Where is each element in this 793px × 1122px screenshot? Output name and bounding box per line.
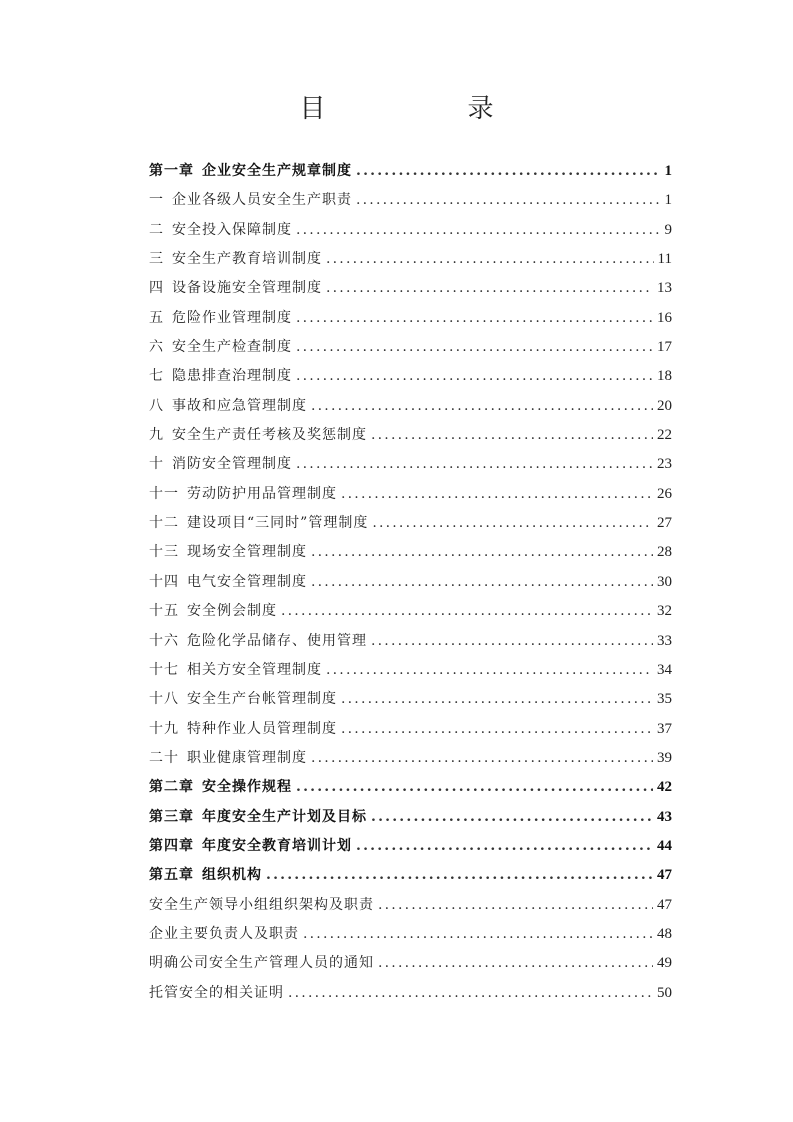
toc-entry-text: 企业主要负责人及职责 xyxy=(149,925,299,942)
toc-entry-page: 22 xyxy=(657,427,672,444)
toc-entry-label xyxy=(149,835,352,855)
toc-entry-number: 三 xyxy=(149,251,164,268)
toc-entry[interactable] xyxy=(149,307,672,336)
toc-entry-text: 年度安全生产计划及目标 xyxy=(202,808,367,825)
toc-entry-page: 26 xyxy=(657,485,672,502)
dot-leader xyxy=(311,574,653,590)
toc-entry[interactable] xyxy=(149,630,672,659)
toc-entry-number: 二十 xyxy=(149,749,179,766)
dot-leader xyxy=(326,280,653,296)
toc-entry-text: 托管安全的相关证明 xyxy=(149,984,284,1001)
dot-leader xyxy=(341,486,653,502)
dot-leader xyxy=(372,515,653,531)
toc-entry[interactable] xyxy=(149,336,672,365)
toc-entry-page: 47 xyxy=(657,867,672,884)
toc-entry-label xyxy=(149,453,292,473)
toc-entry-number: 十 xyxy=(149,456,164,473)
dot-leader xyxy=(341,691,653,707)
toc-entry-label xyxy=(149,189,352,209)
toc-entry-page: 48 xyxy=(657,925,672,942)
dot-leader xyxy=(296,339,653,355)
toc-entry[interactable] xyxy=(149,365,672,394)
toc-entry-label xyxy=(149,424,367,444)
toc-entry-number: 十八 xyxy=(149,691,179,708)
toc-entry-page: 43 xyxy=(657,808,672,825)
toc-entry-text: 企业安全生产规章制度 xyxy=(202,163,352,179)
toc-entry-label xyxy=(149,541,307,561)
toc-entry-text: 安全例会制度 xyxy=(187,603,277,620)
toc-entry-label xyxy=(149,365,292,385)
toc-entry-number: 十五 xyxy=(149,603,179,620)
toc-entry-number: 十二 xyxy=(149,515,179,532)
toc-entry-page: 23 xyxy=(657,456,672,473)
toc-entry-label xyxy=(149,747,307,767)
toc-entry-page: 13 xyxy=(657,280,672,297)
toc-entry-number: 第三章 xyxy=(149,808,194,825)
page-title: 目 录 xyxy=(299,94,552,124)
toc-entry[interactable] xyxy=(149,923,672,952)
toc-entry-text: 明确公司安全生产管理人员的通知 xyxy=(149,955,374,972)
toc-entry-label xyxy=(149,307,292,327)
toc-entry-text: 危险作业管理制度 xyxy=(172,309,292,326)
toc-entry-label xyxy=(149,219,292,239)
toc-entry-text: 劳动防护用品管理制度 xyxy=(187,485,337,502)
toc-entry-label xyxy=(149,982,284,1002)
toc-entry-page: 44 xyxy=(657,837,672,854)
toc-entry[interactable] xyxy=(149,219,672,248)
dot-leader xyxy=(356,163,661,179)
toc-entry-label xyxy=(149,923,299,943)
toc-entry[interactable] xyxy=(149,718,672,747)
toc-entry-number: 第一章 xyxy=(149,163,194,179)
dot-leader xyxy=(303,926,653,942)
toc-entry-text: 安全生产教育培训制度 xyxy=(172,251,322,268)
toc-entry[interactable] xyxy=(149,864,672,893)
toc-entry-page: 9 xyxy=(664,221,672,238)
toc-entry-number: 一 xyxy=(149,192,164,209)
toc-entry-label xyxy=(149,248,322,268)
dot-leader xyxy=(281,603,653,619)
toc-entry-number: 十七 xyxy=(149,661,179,678)
toc-entry-page: 30 xyxy=(657,573,672,590)
toc-entry[interactable] xyxy=(149,747,672,776)
dot-leader xyxy=(326,662,653,678)
toc-entry-page: 33 xyxy=(657,632,672,649)
toc-entry-number: 第二章 xyxy=(149,779,194,796)
toc-entry-number: 第五章 xyxy=(149,867,194,884)
toc-entry[interactable] xyxy=(149,424,672,453)
toc-entry-page: 17 xyxy=(657,339,672,356)
toc-entry-page: 35 xyxy=(657,691,672,708)
toc-entry-text: 特种作业人员管理制度 xyxy=(187,720,337,737)
toc-entry-page: 11 xyxy=(657,251,672,268)
toc-entry-number: 七 xyxy=(149,368,164,385)
dot-leader xyxy=(311,398,653,414)
toc-entry[interactable] xyxy=(149,806,672,835)
toc-entry-text: 现场安全管理制度 xyxy=(187,544,307,561)
toc-entry-text: 危险化学品储存、使用管理 xyxy=(187,632,367,649)
dot-leader xyxy=(356,192,661,208)
toc-entry-page: 32 xyxy=(657,603,672,620)
toc-entry-text: 事故和应急管理制度 xyxy=(172,397,307,414)
toc-entry[interactable] xyxy=(149,776,672,805)
toc-entry-text: 安全生产责任考核及奖惩制度 xyxy=(172,427,367,444)
toc-entry-label xyxy=(149,952,374,972)
dot-leader xyxy=(296,779,653,795)
toc-entry-number: 八 xyxy=(149,397,164,414)
toc-entry-page: 39 xyxy=(657,749,672,766)
toc-entry-text: 隐患排查治理制度 xyxy=(172,368,292,385)
toc-entry[interactable] xyxy=(149,248,672,277)
toc-entry[interactable] xyxy=(149,277,672,306)
dot-leader xyxy=(311,750,653,766)
dot-leader xyxy=(356,838,653,854)
toc-entry-number: 五 xyxy=(149,309,164,326)
dot-leader xyxy=(288,985,653,1001)
dot-leader xyxy=(296,310,653,326)
toc-entry-number: 九 xyxy=(149,427,164,444)
toc-entry-page: 18 xyxy=(657,368,672,385)
toc-entry[interactable] xyxy=(149,982,672,1011)
toc-entry[interactable] xyxy=(149,835,672,864)
toc-entry-number: 十六 xyxy=(149,632,179,649)
toc-entry[interactable] xyxy=(149,952,672,981)
dot-leader xyxy=(296,368,653,384)
toc-entry[interactable] xyxy=(149,688,672,717)
toc-entry-page: 16 xyxy=(657,309,672,326)
dot-leader xyxy=(311,544,653,560)
toc-entry[interactable] xyxy=(149,600,672,629)
toc-entry-page: 1 xyxy=(664,192,672,209)
toc-entry-page: 27 xyxy=(657,515,672,532)
toc-entry-label xyxy=(149,160,352,180)
toc-entry-label xyxy=(149,776,292,796)
dot-leader xyxy=(378,955,653,971)
toc-entry-text: 电气安全管理制度 xyxy=(187,573,307,590)
toc-entry-text: 安全生产台帐管理制度 xyxy=(187,691,337,708)
toc-entry-label xyxy=(149,894,374,914)
toc-entry[interactable] xyxy=(149,894,672,923)
table-of-contents xyxy=(149,160,672,1011)
toc-entry-page: 50 xyxy=(657,984,672,1001)
toc-entry[interactable] xyxy=(149,541,672,570)
toc-entry-label xyxy=(149,483,337,503)
toc-entry-label xyxy=(149,806,367,826)
toc-entry-page: 20 xyxy=(657,397,672,414)
toc-entry-text: 年度安全教育培训计划 xyxy=(202,837,352,854)
toc-entry-label xyxy=(149,864,262,884)
toc-entry-label xyxy=(149,277,322,297)
toc-entry-page: 1 xyxy=(664,163,672,179)
toc-entry[interactable] xyxy=(149,160,672,189)
toc-entry[interactable] xyxy=(149,483,672,512)
toc-entry-number: 二 xyxy=(149,221,164,238)
toc-entry-number: 六 xyxy=(149,339,164,356)
toc-entry-number: 十三 xyxy=(149,544,179,561)
dot-leader xyxy=(371,809,653,825)
toc-entry-page: 28 xyxy=(657,544,672,561)
toc-entry-label xyxy=(149,718,337,738)
dot-leader xyxy=(378,897,653,913)
toc-entry-label xyxy=(149,395,307,415)
toc-entry[interactable] xyxy=(149,659,672,688)
toc-entry-page: 34 xyxy=(657,661,672,678)
toc-entry-text: 安全生产检查制度 xyxy=(172,339,292,356)
toc-entry-page: 42 xyxy=(657,779,672,796)
toc-entry-label xyxy=(149,571,307,591)
toc-entry-text: 企业各级人员安全生产职责 xyxy=(172,192,352,209)
dot-leader xyxy=(341,721,653,737)
dot-leader xyxy=(326,251,654,267)
toc-entry-text: 职业健康管理制度 xyxy=(187,749,307,766)
toc-entry-number: 四 xyxy=(149,280,164,297)
toc-entry[interactable] xyxy=(149,453,672,482)
toc-entry-text: 消防安全管理制度 xyxy=(172,456,292,473)
toc-entry-text: 相关方安全管理制度 xyxy=(187,661,322,678)
toc-entry[interactable] xyxy=(149,395,672,424)
toc-entry-label xyxy=(149,600,277,620)
toc-entry-number: 第四章 xyxy=(149,837,194,854)
toc-entry-label xyxy=(149,512,368,532)
toc-entry[interactable] xyxy=(149,512,672,541)
toc-entry-page: 49 xyxy=(657,955,672,972)
dot-leader xyxy=(371,427,653,443)
toc-entry-number: 十九 xyxy=(149,720,179,737)
dot-leader xyxy=(296,456,653,472)
dot-leader xyxy=(296,222,661,238)
toc-entry-text: 设备设施安全管理制度 xyxy=(172,280,322,297)
toc-entry-text: 安全生产领导小组组织架构及职责 xyxy=(149,896,374,913)
toc-entry-text: 安全投入保障制度 xyxy=(172,221,292,238)
dot-leader xyxy=(371,633,653,649)
toc-entry-label xyxy=(149,630,367,650)
dot-leader xyxy=(266,867,653,883)
toc-entry[interactable] xyxy=(149,189,672,218)
toc-entry-text: 建设项目“三同时”管理制度 xyxy=(187,515,369,532)
toc-entry-number: 十四 xyxy=(149,573,179,590)
toc-entry-text: 安全操作规程 xyxy=(202,779,292,796)
toc-entry-page: 47 xyxy=(657,896,672,913)
toc-entry-page: 37 xyxy=(657,720,672,737)
toc-entry-label xyxy=(149,336,292,356)
toc-entry-number: 十一 xyxy=(149,485,179,502)
toc-entry[interactable] xyxy=(149,571,672,600)
toc-entry-text: 组织机构 xyxy=(202,867,262,884)
toc-entry-label xyxy=(149,688,337,708)
toc-entry-label xyxy=(149,659,322,679)
